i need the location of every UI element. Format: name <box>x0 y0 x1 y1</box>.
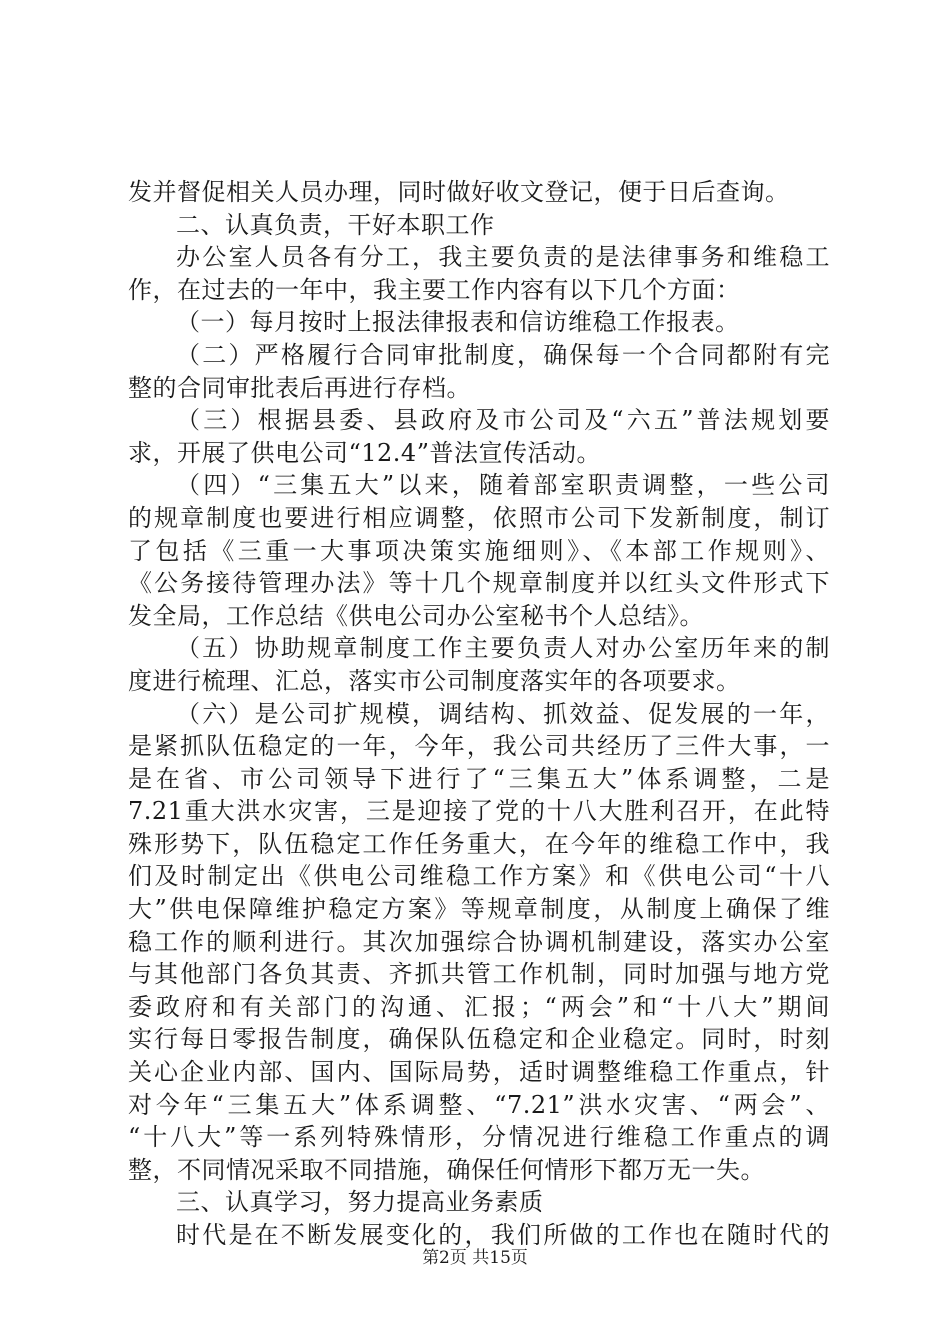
text-line: （二）严格履行合同审批制度，确保每一个合同都附有完 <box>176 340 830 369</box>
text-line: 是紧抓队伍稳定的一年，今年，我公司共经历了三件大事，一 <box>128 732 830 761</box>
text-line: “十八大”等一系列特殊情形，分情况进行维稳工作重点的调 <box>128 1123 830 1152</box>
text-line: 发全局，工作总结《供电公司办公室秘书个人总结》。 <box>128 601 704 630</box>
text-line: 时代是在不断发展变化的，我们所做的工作也在随时代的 <box>176 1221 830 1249</box>
text-line: 二、认真负责，干好本职工作 <box>176 210 495 239</box>
text-line: 委政府和有关部门的沟通、汇报；“两会”和“十八大”期间 <box>128 992 830 1021</box>
text-line: （一）每月按时上报法律报表和信访维稳工作报表。 <box>176 308 740 337</box>
text-line: 与其他部门各负其责、齐抓共管工作机制，同时加强与地方党 <box>128 960 830 989</box>
text-line: （五）协助规章制度工作主要负责人对办公室历年来的制 <box>176 634 830 663</box>
text-line: 了包括《三重一大事项决策实施细则》、《本部工作规则》、 <box>128 536 830 565</box>
text-line: 实行每日零报告制度，确保队伍稳定和企业稳定。同时，时刻 <box>128 1025 830 1054</box>
text-line: 度进行梳理、汇总，落实市公司制度落实年的各项要求。 <box>128 666 741 695</box>
page-footer <box>0 1243 950 1268</box>
text-line: 稳工作的顺利进行。其次加强综合协调机制建设，落实办公室 <box>128 927 830 956</box>
text-line: 办公室人员各有分工，我主要负责的是法律事务和维稳工 <box>176 243 830 272</box>
document-body <box>128 176 830 1252</box>
text-line: 大”供电保障维护稳定方案》等规章制度，从制度上确保了维 <box>128 895 830 924</box>
text-line: 是在省、市公司领导下进行了“三集五大”体系调整，二是 <box>128 764 830 793</box>
text-line: 整的合同审批表后再进行存档。 <box>128 373 471 402</box>
text-line: （三）根据县委、县政府及市公司及“六五”普法规划要 <box>176 406 830 435</box>
text-line: 关心企业内部、国内、国际局势，适时调整维稳工作重点，针 <box>128 1058 830 1087</box>
text-line: 作，在过去的一年中，我主要工作内容有以下几个方面： <box>128 275 741 304</box>
text-line: 三、认真学习，努力提高业务素质 <box>176 1188 544 1217</box>
text-line: 们及时制定出《供电公司维稳工作方案》和《供电公司“十八 <box>128 862 830 891</box>
text-line: 《公务接待管理办法》等十几个规章制度并以红头文件形式下 <box>128 569 830 598</box>
text-line: 7.21重大洪水灾害，三是迎接了党的十八大胜利召开，在此特 <box>128 797 830 826</box>
page-number-label: 第2页 共15页 <box>422 1248 528 1268</box>
text-line: 整，不同情况采取不同措施，确保任何情形下都万无一失。 <box>128 1155 765 1184</box>
text-line: 求，开展了供电公司“12.4”普法宣传活动。 <box>128 438 601 467</box>
text-line: 的规章制度也要进行相应调整，依照市公司下发新制度，制订 <box>128 503 830 532</box>
text-line: 对今年“三集五大”体系调整、“7.21”洪水灾害、“两会”、 <box>128 1090 830 1119</box>
text-line: 殊形势下，队伍稳定工作任务重大，在今年的维稳工作中，我 <box>128 829 830 858</box>
text-line: （四）“三集五大”以来，随着部室职责调整，一些公司 <box>176 471 830 500</box>
text-line: （六）是公司扩规模，调结构、抓效益、促发展的一年， <box>176 699 830 728</box>
text-line: 发并督促相关人员办理，同时做好收文登记，便于日后查询。 <box>128 178 790 206</box>
